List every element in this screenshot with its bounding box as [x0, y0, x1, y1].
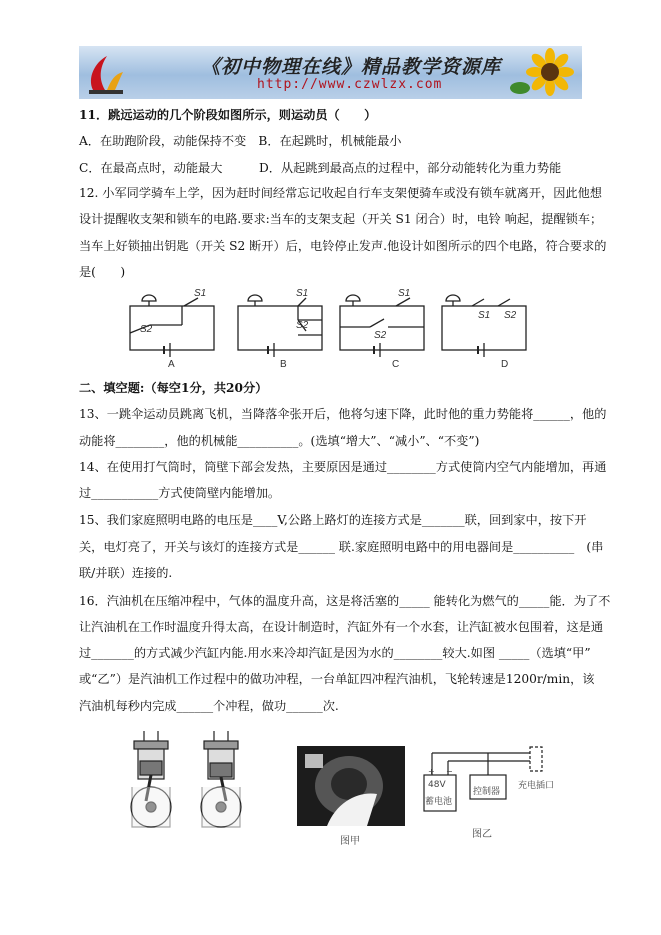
circuit-d-label: D: [501, 359, 509, 370]
question-15-line3: 联/并联）连接的.: [79, 566, 173, 580]
charge-port-label: 充电插口: [518, 781, 555, 791]
circuit-a-label: A: [168, 359, 175, 370]
q11-options-ab: A．在助跑阶段，动能保持不变 B．在起跳时，机械能最小: [79, 134, 402, 148]
circuit-d: [442, 295, 526, 357]
circuit-b-s1-label: S1: [296, 288, 309, 299]
figure-jia-photo: [297, 746, 405, 826]
question-16-line2: 让汽油机在工作时温度升得太高，在设计制造时，汽缸外有一个水套，让汽缸被水包围着，这是通: [79, 620, 604, 634]
question-13-line2: 动能将________，他的机械能__________。(选填“增大”、“减小”、“不变”): [79, 434, 480, 448]
battery-voltage: 48V: [428, 780, 446, 790]
question-12-line3: 当车上好锁抽出钥匙（开关 S2 断开）后，电铃停止发声.他设计如图所示的四个电路，符合要求的: [79, 239, 607, 253]
battery-plus-sign: +: [428, 767, 435, 776]
banner-title: 《初中物理在线》精品教学资源库: [201, 56, 502, 78]
circuit-b-s2-label: S2: [296, 320, 309, 331]
sunflower-icon: [510, 48, 580, 98]
circuit-c-s2-label: S2: [374, 330, 387, 341]
engine-diagrams: [122, 727, 252, 839]
circuit-c-s1-label: S1: [398, 288, 411, 299]
question-16-line3: 过_______的方式减少汽缸内能.用水来冷却汽缸是因为水的________较大.如图 _____（选填“甲”: [79, 646, 591, 660]
figure-jia-caption: 图甲: [340, 836, 360, 847]
question-14-line1: 14、在使用打气筒时，筒壁下部会发热，主要原因是通过________方式使筒内空气内能增加，再通: [79, 460, 607, 474]
circuit-d-s2-label: S2: [504, 310, 517, 321]
circuit-b: [238, 295, 322, 357]
circuit-a-s1-label: S1: [194, 288, 207, 299]
controller-label: 控制器: [473, 787, 501, 797]
question-11: 11．跳远运动的几个阶段如图所示，则运动员（ ）: [79, 108, 377, 122]
figure-yi-caption: 图乙: [472, 829, 492, 840]
engine-2: [201, 731, 241, 827]
circuit-a-s2-label: S2: [140, 324, 153, 335]
circuit-c-label: C: [392, 359, 400, 370]
question-16-line1: 16．汽油机在压缩冲程中，气体的温度升高，这是将活塞的_____ 能转化为燃气的_____能．为了不: [79, 594, 611, 608]
circuit-d-s1-label: S1: [478, 310, 491, 321]
engine-1: [131, 731, 171, 827]
banner-url[interactable]: http://www.czwlzx.com: [257, 77, 443, 92]
battery-label: 蓄电池: [425, 797, 453, 807]
question-12-line2: 设计提醒收支架和锁车的电路.要求:当车的支架支起（开关 S1 闭合）时，电铃 响起，提醒锁车；: [79, 212, 603, 226]
question-15-line1: 15、我们家庭照明电路的电压是____V,公路上路灯的连接方式是_______联，回到家中，按下开: [79, 513, 587, 527]
question-12-line1: 12. 小军同学骑车上学，因为赶时间经常忘记收起自行车支架便骑车或没有锁车就离开，因此他想: [79, 186, 602, 200]
section-fill-blank: 二、填空题:（每空1分，共20分）: [79, 381, 268, 395]
logo-icon: [85, 50, 125, 96]
circuit-diagrams: [120, 285, 530, 370]
question-14-line2: 过___________方式使筒壁内能增加。: [79, 486, 281, 500]
question-12-line4: 是( ): [79, 265, 126, 279]
circuit-b-label: B: [280, 359, 287, 370]
q11-options-cd: C．在最高点时，动能最大 D．从起跳到最高点的过程中，部分动能转化为重力势能: [79, 161, 562, 175]
header-banner: [79, 46, 582, 99]
question-16-line5: 汽油机每秒内完成______个冲程，做功______次.: [79, 699, 339, 713]
question-13-line1: 13、一跳伞运动员跳离飞机，当降落伞张开后，他将匀速下降，此时他的重力势能将______，他的: [79, 407, 607, 421]
question-15-line2: 关，电灯亮了，开关与该灯的连接方式是______ 联.家庭照明电路中的用电器间是__________ (串: [79, 540, 604, 554]
circuit-c: [340, 295, 424, 357]
question-16-line4: 或“乙”）是汽油机工作过程中的做功冲程，一台单缸四冲程汽油机，飞轮转速是1200r/min，该: [79, 672, 595, 686]
battery-minus-sign: −: [446, 767, 453, 776]
